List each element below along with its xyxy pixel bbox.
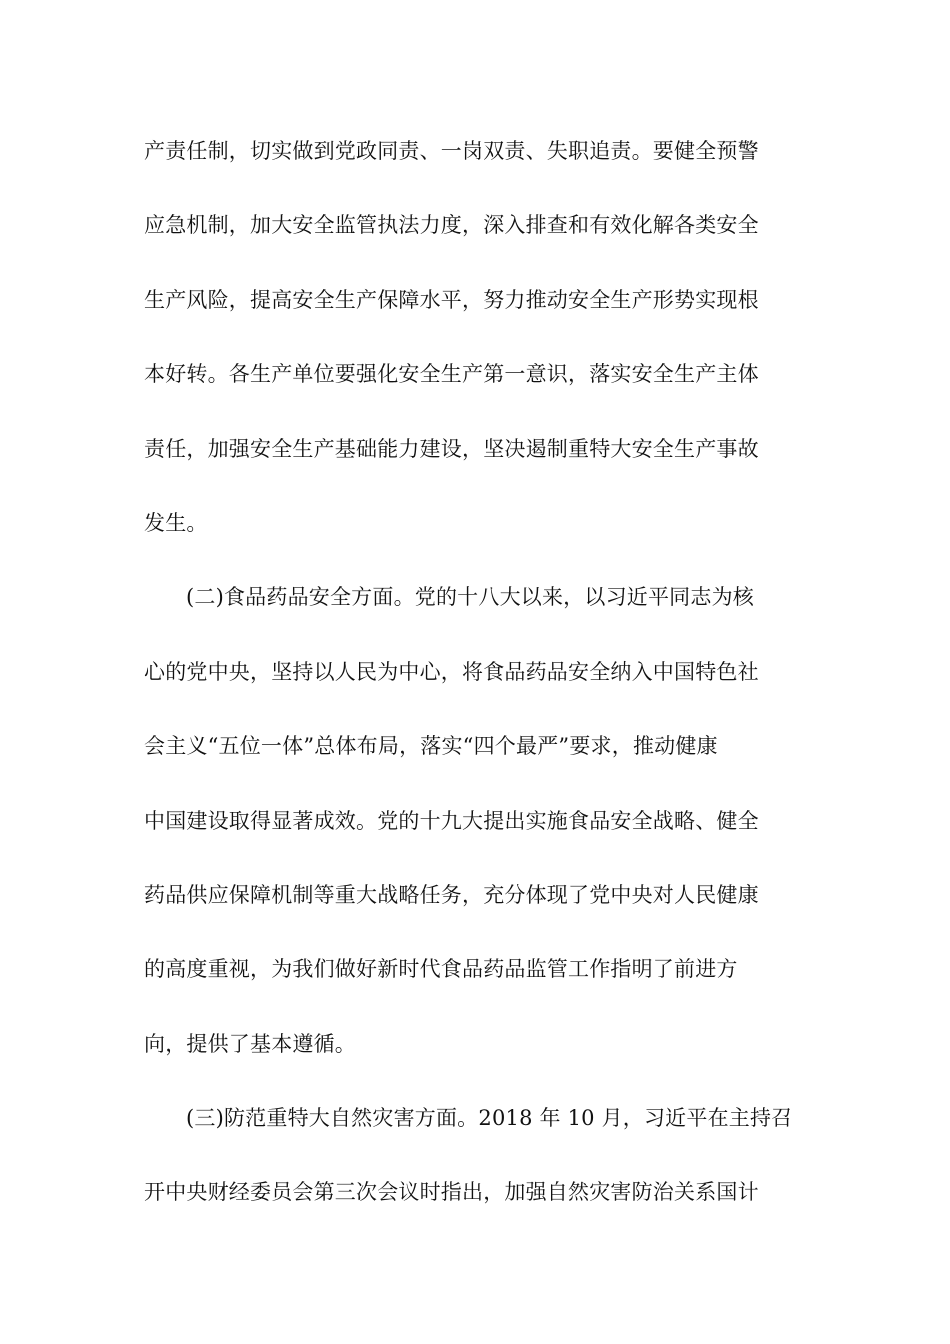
text-line: 生产风险，提高安全生产保障水平，努力推动安全生产形势实现根 (144, 287, 759, 312)
text-line: 发生。 (144, 510, 208, 535)
section-heading-line: (三)防范重特大自然灾害方面。2018 年 10 月，习近平在主持召 (186, 1106, 793, 1131)
text-line: 会主义“五位一体”总体布局，落实“四个最严”要求，推动健康 (144, 734, 718, 759)
text-line: 本好转。各生产单位要强化安全生产第一意识，落实安全生产主体 (144, 362, 759, 387)
text-line: 向，提供了基本遵循。 (144, 1031, 356, 1056)
section-heading-line: (二)食品药品安全方面。党的十八大以来，以习近平同志为核 (186, 585, 754, 610)
document-body (144, 129, 824, 1245)
text-line: 产责任制，切实做到党政同责、一岗双责、失职追责。要健全预警 (144, 139, 759, 163)
text-line: 心的党中央，坚持以人民为中心，将食品药品安全纳入中国特色社 (144, 659, 759, 684)
text-line: 的高度重视，为我们做好新时代食品药品监管工作指明了前进方 (144, 957, 738, 982)
text-line: 责任，加强安全生产基础能力建设，坚决遏制重特大安全生产事故 (144, 436, 759, 461)
text-line: 应急机制，加大安全监管执法力度，深入排查和有效化解各类安全 (144, 213, 759, 238)
text-line: 中国建设取得显著成效。党的十九大提出实施食品安全战略、健全 (144, 808, 759, 833)
text-line: 开中央财经委员会第三次会议时指出，加强自然灾害防治关系国计 (144, 1180, 759, 1205)
text-line: 药品供应保障机制等重大战略任务，充分体现了党中央对人民健康 (144, 882, 759, 907)
